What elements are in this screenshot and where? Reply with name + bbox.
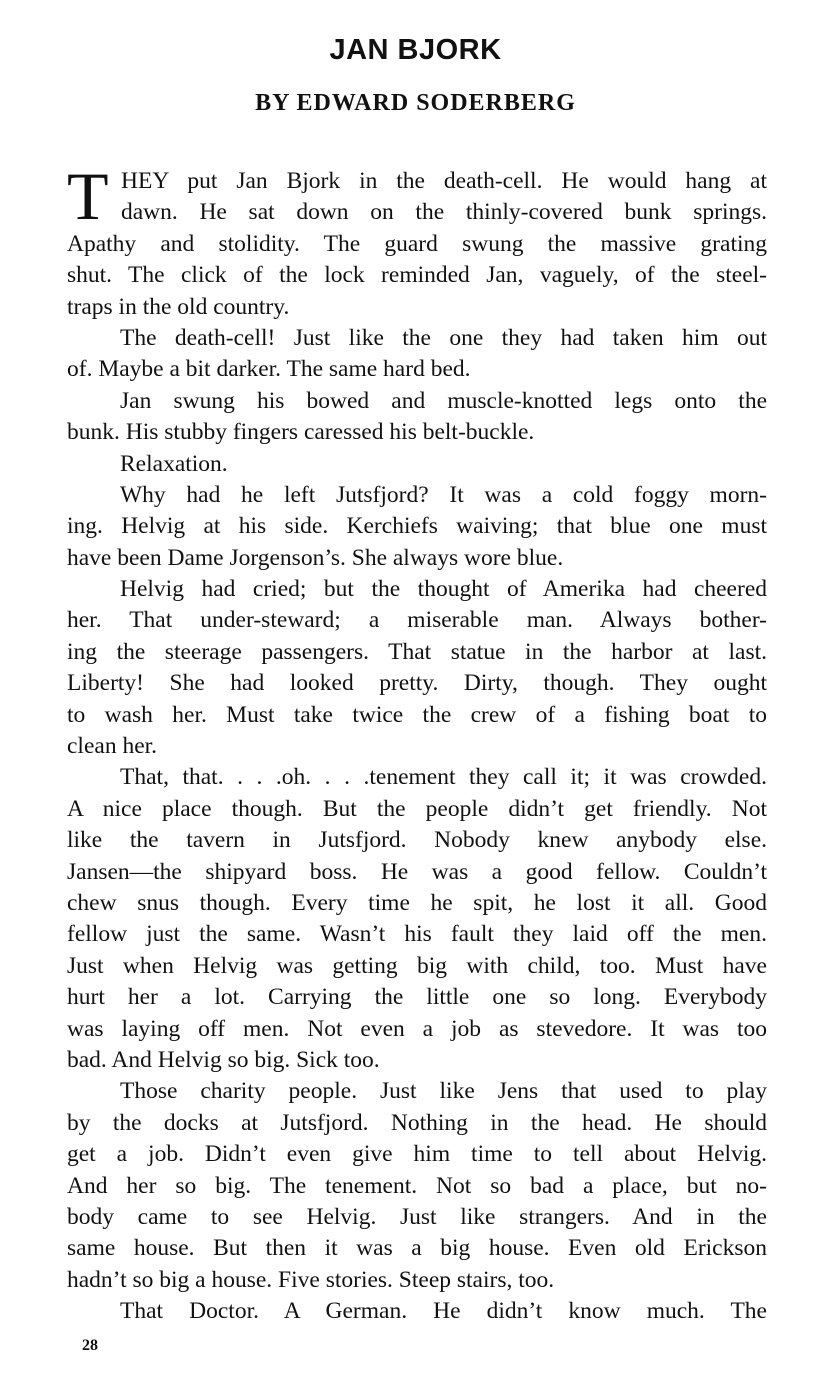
text-line: Why had he left Jutsfjord? It was a cold foggy morn-: [120, 481, 767, 508]
text-line: Helvig had cried; but the thought of Amerika had cheered: [120, 576, 767, 603]
text-line: to wash her. Must take twice the crew of a fishing boat to: [67, 701, 767, 728]
text-line: Jan swung his bowed and muscle-knotted legs onto the: [120, 387, 767, 414]
text-line: That, that. . . .oh. . . .tenement they call it; it was crowded.: [120, 764, 767, 791]
text-line: Liberty! She had looked pretty. Dirty, though. They ought: [67, 670, 767, 697]
text-line: traps in the old country.: [67, 293, 290, 320]
text-line: The death-cell! Just like the one they had taken him out: [120, 324, 767, 351]
text-line: chew snus though. Every time he spit, he lost it all. Good: [67, 889, 767, 916]
text-line: clean her.: [67, 733, 158, 760]
text-line: hadn’t so big a house. Five stories. Steep stairs, too.: [67, 1266, 555, 1293]
text-line: Relaxation.: [120, 450, 228, 477]
text-line: have been Dame Jorgenson’s. She always wore blue.: [67, 544, 564, 571]
text-line: A nice place though. But the people didn’t get friendly. Not: [67, 795, 767, 822]
text-line: ing. Helvig at his side. Kerchiefs waiving; that blue one must: [67, 513, 767, 540]
text-line: dawn. He sat down on the thinly-covered bunk springs.: [121, 199, 767, 226]
text-line: same house. But then it was a big house. Even old Erickson: [67, 1235, 767, 1262]
text-line: bad. And Helvig so big. Sick too.: [67, 1046, 380, 1073]
text-line: get a job. Didn’t even give him time to tell about Helvig.: [67, 1141, 767, 1168]
page-number: 28: [82, 1337, 98, 1354]
drop-cap: T: [67, 158, 109, 234]
text-line: fellow just the same. Wasn’t his fault they laid off the men.: [67, 921, 767, 948]
text-line: of. Maybe a bit darker. The same hard bed.: [67, 356, 471, 383]
story-body: [67, 158, 767, 1327]
text-line: body came to see Helvig. Just like strangers. And in the: [67, 1203, 767, 1230]
text-line: bunk. His stubby fingers caressed his belt-buckle.: [67, 419, 535, 446]
story-title: JAN BJORK: [329, 34, 502, 66]
text-line: And her so big. The tenement. Not so bad a place, but no-: [67, 1172, 767, 1199]
text-line: ing the steerage passengers. That statue in the harbor at last.: [67, 638, 767, 665]
text-line: by the docks at Jutsfjord. Nothing in the head. He should: [67, 1109, 767, 1136]
text-line: like the tavern in Jutsfjord. Nobody knew anybody else.: [67, 827, 767, 854]
text-line: hurt her a lot. Carrying the little one so long. Everybody: [67, 984, 767, 1011]
text-line: Just when Helvig was getting big with child, too. Must have: [67, 952, 767, 979]
text-line: Apathy and stolidity. The guard swung the massive grating: [67, 230, 767, 257]
text-line: was laying off men. Not even a job as stevedore. It was too: [67, 1015, 767, 1042]
text-line: shut. The click of the lock reminded Jan, vaguely, of the steel-: [67, 262, 767, 289]
text-line: her. That under-steward; a miserable man. Always bother-: [67, 607, 767, 634]
author-byline: BY EDWARD SODERBERG: [255, 90, 576, 116]
text-line: That Doctor. A German. He didn’t know much. The: [120, 1298, 767, 1325]
text-line: Jansen—the shipyard boss. He was a good fellow. Couldn’t: [67, 858, 767, 885]
text-line: HEY put Jan Bjork in the death-cell. He would hang at: [121, 168, 767, 194]
text-line: Those charity people. Just like Jens that used to play: [120, 1078, 767, 1105]
